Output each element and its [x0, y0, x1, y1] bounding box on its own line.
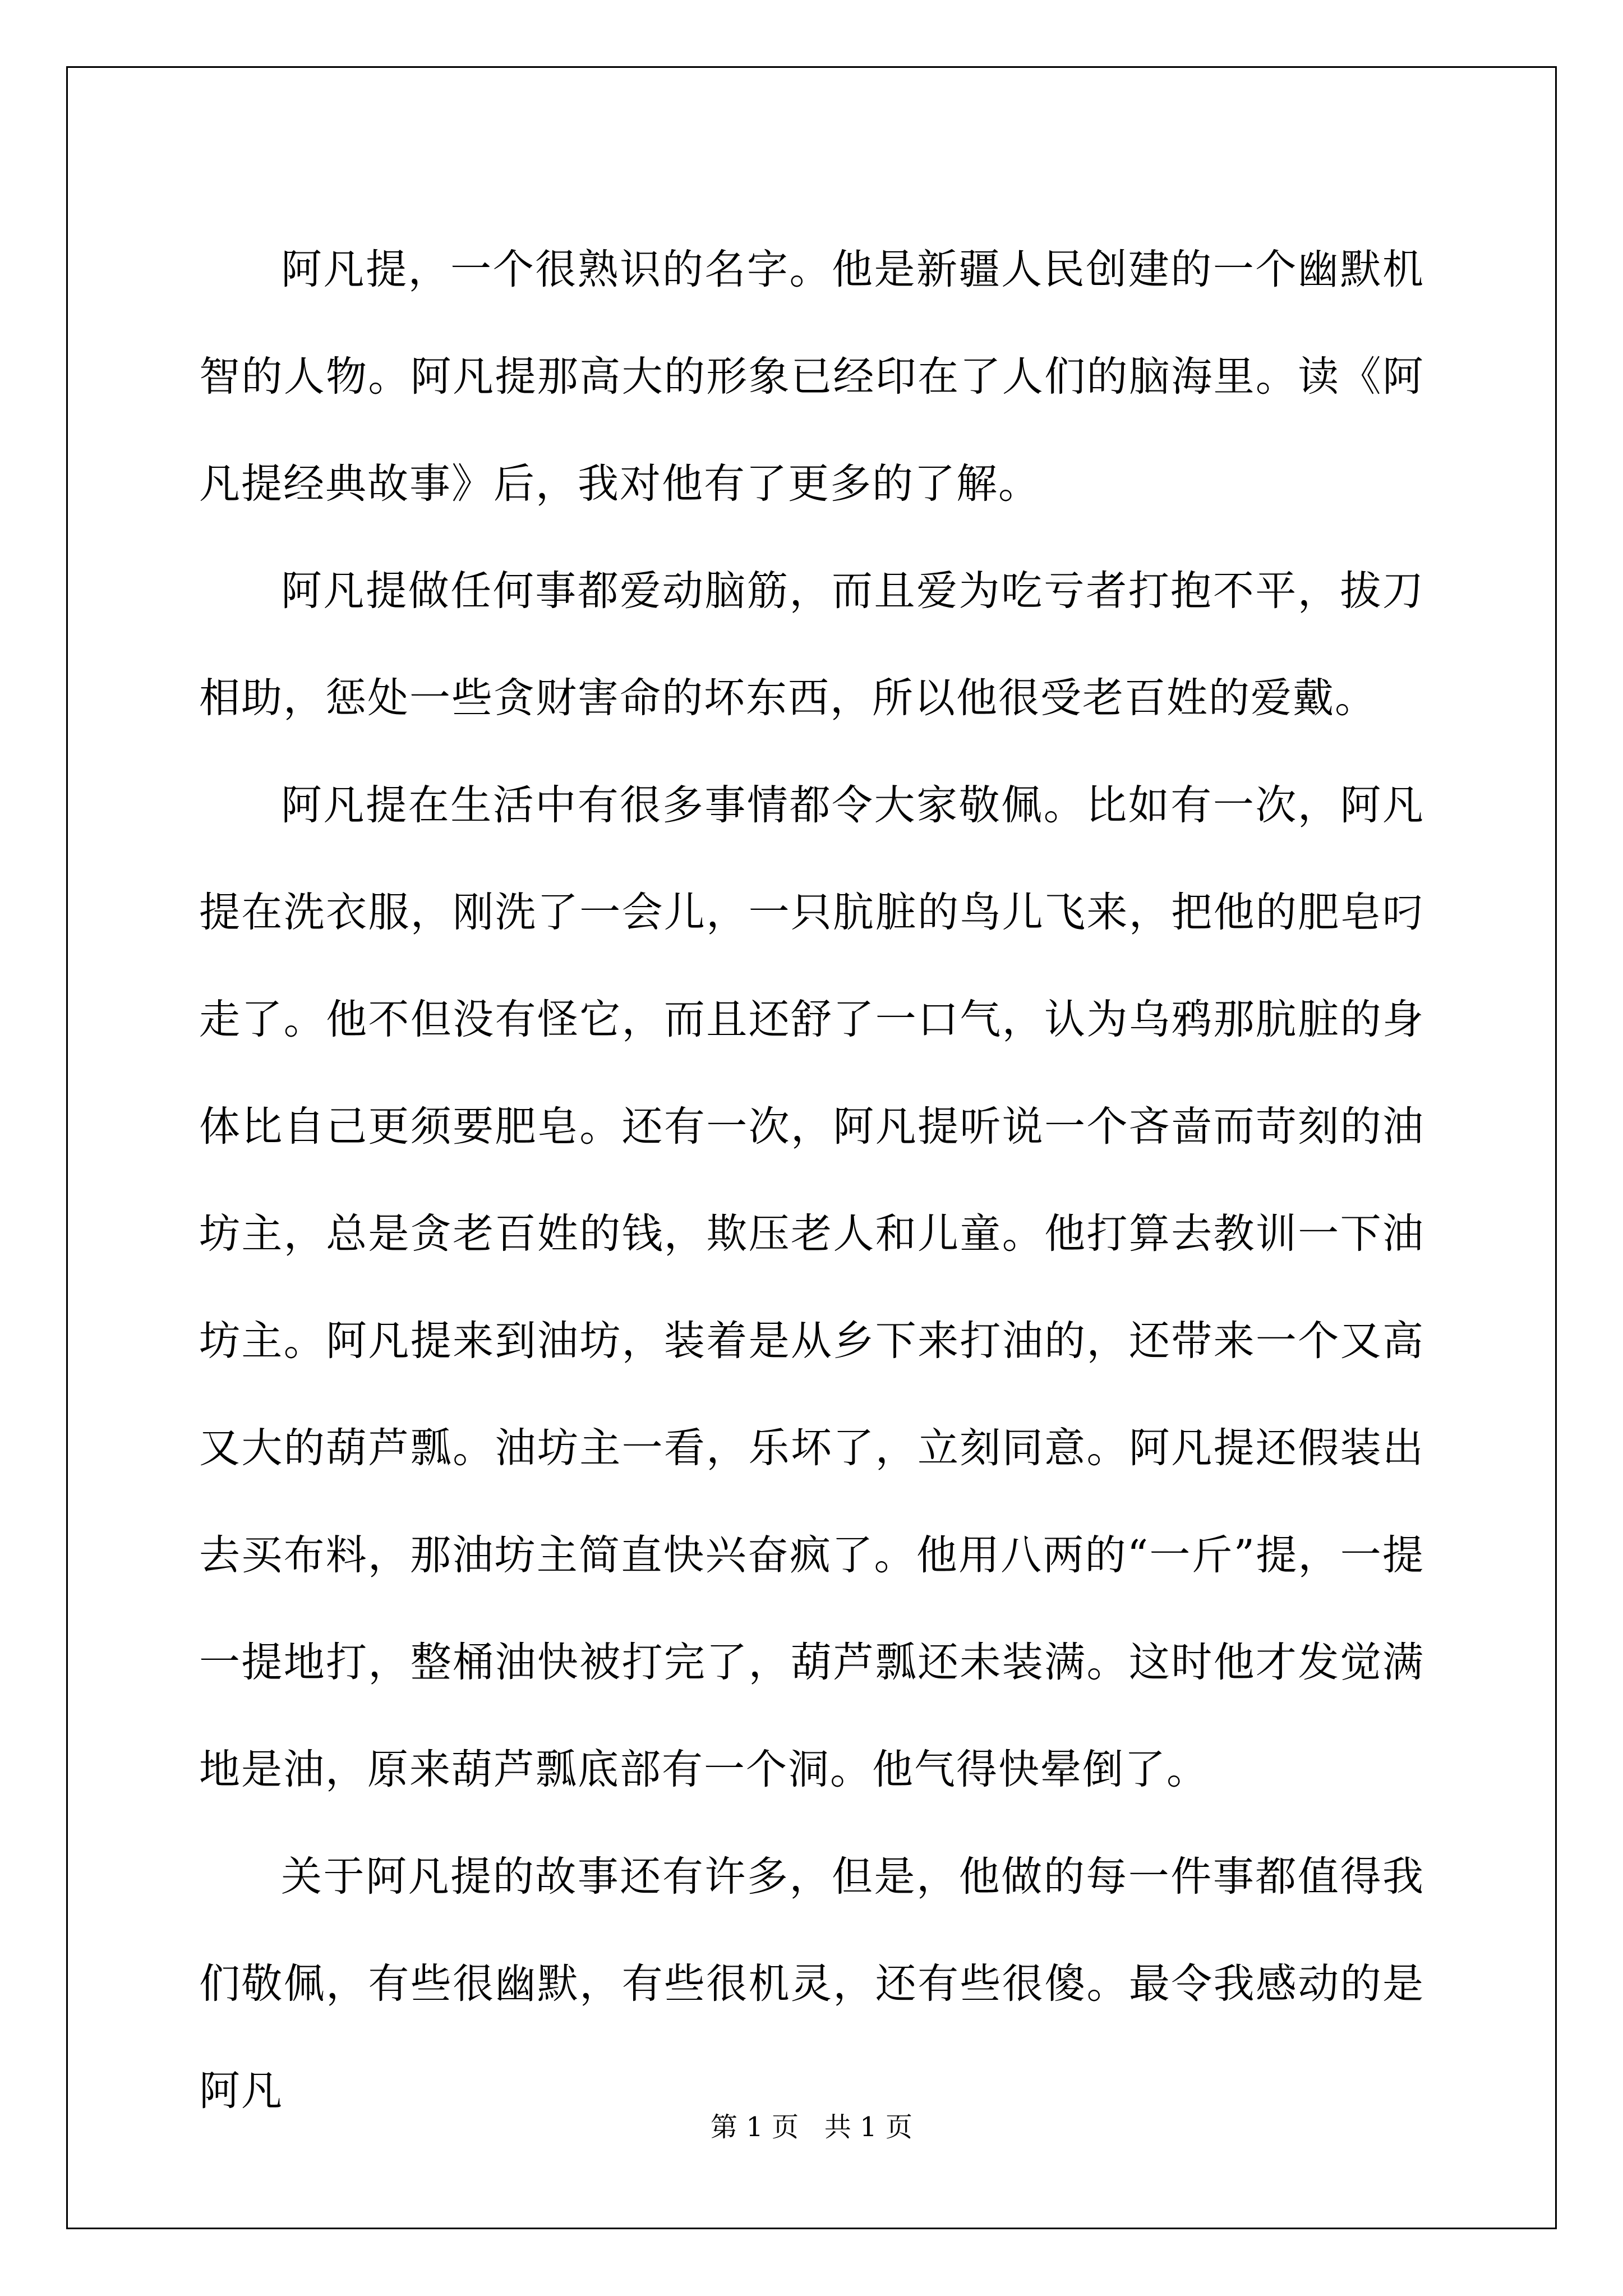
- page-footer: [0, 2110, 1623, 2144]
- document-body: [199, 216, 1424, 2145]
- paragraph-3: 阿凡提在生活中有很多事情都令大家敬佩。比如有一次，阿凡提在洗衣服，刚洗了一会儿，一只肮脏的鸟儿飞来，把他的肥皂叼走了。他不但没有怪它，而且还舒了一口气，认为乌鸦那肮脏的身体比自己更须要肥皂。还有一次，阿凡提听说一个吝啬而苛刻的油坊主，总是贪老百姓的钱，欺压老人和儿童。他打算去教训一下油坊主。阿凡提来到油坊，装着是从乡下来打油的，还带来一个又高又大的葫芦瓢。油坊主一看，乐坏了，立刻同意。阿凡提还假装出去买布料，那油坊主简直快兴奋疯了。他用八两的“一斤”提，一提一提地打，整桶油快被打完了，葫芦瓢还未装满。这时他才发觉满地是油，原来葫芦瓢底部有一个洞。他气得快晕倒了。: [199, 781, 1424, 1793]
- paragraph-4: 关于阿凡提的故事还有许多，但是，他做的每一件事都值得我们敬佩，有些很幽默，有些很机灵，还有些很傻。最令我感动的是阿凡: [199, 1853, 1424, 2115]
- paragraph-2: 阿凡提做任何事都爱动脑筋，而且爱为吃亏者打抱不平，拔刀相助，惩处一些贪财害命的坏东西，所以他很受老百姓的爱戴。: [199, 567, 1424, 722]
- page-total: 共 1 页: [824, 2111, 912, 2143]
- paragraph-1: 阿凡提，一个很熟识的名字。他是新疆人民创建的一个幽默机智的人物。阿凡提那高大的形象已经印在了人们的脑海里。读《阿凡提经典故事》后，我对他有了更多的了解。: [199, 246, 1424, 508]
- page-number: 第 1 页: [711, 2111, 799, 2143]
